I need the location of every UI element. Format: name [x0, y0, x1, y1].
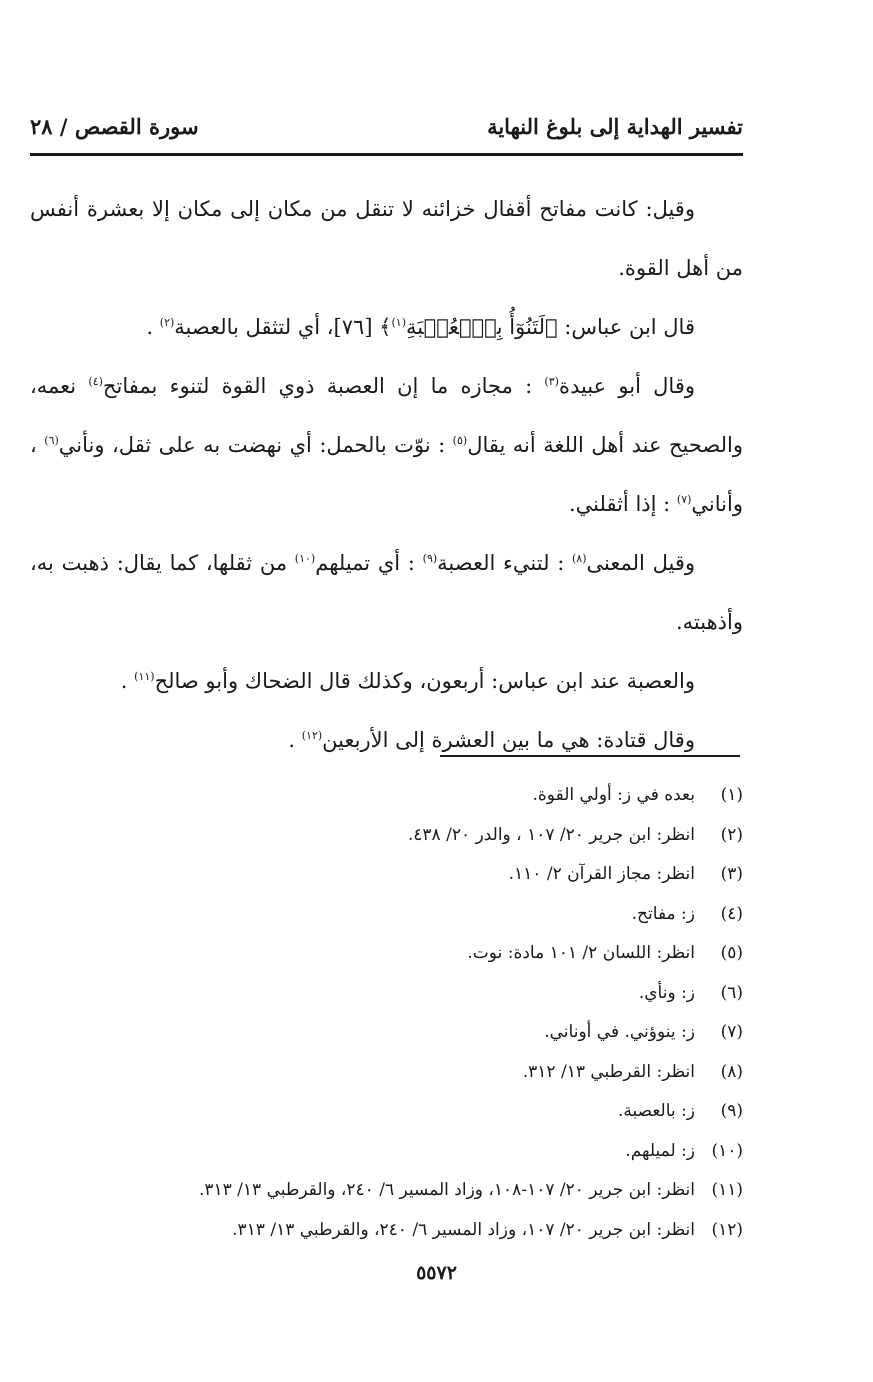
paragraph-2 — [30, 298, 743, 357]
text-run: : نوّت بالحمل: أي نهضت به على ثقل، ونأني — [58, 433, 453, 457]
running-header — [30, 108, 743, 148]
footnote-number: (٨) — [720, 1061, 743, 1082]
footnote-ref-10: (١٠) — [294, 552, 316, 565]
footnote-text: ز: بالعصبة. — [617, 1101, 695, 1121]
paragraph-1: وقيل: كانت مفاتح أقفال خزائنه لا تنقل من مكان إلى مكان إلا بعشرة أنفس من أهل القوة. — [30, 197, 743, 280]
footnote-number: (٤) — [720, 903, 743, 924]
paragraph-3 — [30, 357, 743, 534]
text-run: وقال أبو عبيدة — [558, 374, 696, 398]
text-run: : لتنيء العصبة — [437, 551, 572, 575]
footnote-5 — [30, 934, 743, 974]
text-run: ﴾ [٧٦]، أي لتثقل بالعصبة — [174, 315, 392, 339]
footnote-text: انظر: مجاز القرآن ٢/ ١١٠. — [508, 864, 695, 884]
footnote-number: (٢) — [720, 824, 743, 845]
footnote-ref-2: (٢) — [159, 316, 175, 329]
text-run: : مجازه ما إن العصبة ذوي القوة لتنوء بمفاتح — [102, 374, 545, 398]
footnote-text: انظر: ابن جرير ٢٠/ ١٠٧، وزاد المسير ٦/ ٢٤٠، والقرطبي ١٣/ ٣١٣. — [232, 1219, 695, 1240]
footnote-6 — [30, 974, 743, 1014]
footnote-ref-12: (١٢) — [301, 729, 323, 742]
text-run: ، وأناني — [30, 433, 743, 516]
footnote-text: ز: مفاتح. — [631, 903, 695, 924]
text-run: وقيل المعنى — [586, 551, 695, 575]
text-run: : أي تميلهم — [315, 551, 423, 575]
text-run: نعمه، والصحيح عند أهل اللغة أنه يقال — [30, 374, 744, 457]
footnote-12 — [30, 1211, 743, 1251]
footnote-number: (٦) — [720, 982, 743, 1003]
footnote-11 — [30, 1171, 743, 1211]
page-number: ٥٥٧٢ — [416, 1262, 457, 1284]
footnote-number: (٩) — [720, 1101, 743, 1121]
paragraph-5 — [30, 652, 743, 711]
text-run: : إذا أثقلني. — [569, 492, 677, 516]
main-text — [30, 180, 743, 770]
footnote-text: ز: لميلهم. — [625, 1140, 695, 1161]
footnote-number: (١٠) — [711, 1140, 743, 1161]
text-run: . — [120, 669, 135, 693]
paragraph-4 — [30, 534, 743, 652]
footnote-text: انظر: القرطبي ١٣/ ٣١٢. — [522, 1061, 695, 1082]
text-run: قال ابن عباس: ﴿لَتَنُوٓأُ بِٱلۡعُصۡبَةِ — [406, 315, 695, 339]
book-title: تفسير الهداية إلى بلوغ النهاية — [487, 114, 743, 139]
footnotes — [30, 776, 743, 1250]
footnote-text: انظر: اللسان ٢/ ١٠١ مادة: نوت. — [467, 943, 695, 963]
footnote-ref-8: (٨) — [572, 552, 587, 565]
footnote-number: (١) — [720, 785, 743, 805]
footnote-ref-9: (٩) — [422, 552, 438, 565]
footnote-ref-6: (٦) — [44, 434, 59, 447]
paragraph-6 — [30, 711, 743, 770]
footnote-text: ز: ونأي. — [638, 982, 695, 1003]
footnote-rule — [440, 755, 740, 757]
header-rule — [30, 153, 743, 156]
footnote-text: ز: ينوؤني. في أوناني. — [544, 1022, 695, 1042]
footnote-text: انظر: ابن جرير ٢٠/ ١٠٧-١٠٨، وزاد المسير ٦/ ٢٤٠، والقرطبي ١٣/ ٣١٣. — [198, 1180, 695, 1200]
text-run: من ثقلها، كما يقال: ذهبت به، وأذهبته. — [30, 551, 743, 634]
footnote-ref-11: (١١) — [134, 670, 155, 683]
footnote-number: (٧) — [720, 1022, 743, 1042]
footnote-3 — [30, 855, 743, 895]
footnote-7 — [30, 1013, 743, 1053]
footnote-10 — [30, 1132, 743, 1172]
footnote-2 — [30, 816, 743, 856]
footnote-ref-7: (٧) — [676, 493, 692, 506]
text-run: والعصبة عند ابن عباس: أربعون، وكذلك قال الضحاك وأبو صالح — [154, 669, 695, 693]
footnote-number: (٣) — [720, 864, 743, 884]
footnote-9 — [30, 1092, 743, 1132]
text-run: وقال قتادة: هي ما بين العشرة إلى الأربعين — [322, 728, 695, 752]
footnote-text: انظر: ابن جرير ٢٠/ ١٠٧ ، والدر ٢٠/ ٤٣٨. — [407, 824, 695, 845]
text-run: . — [146, 315, 160, 339]
footnote-ref-3: (٣) — [544, 375, 559, 388]
footnote-1 — [30, 776, 743, 816]
text-run: . — [288, 728, 302, 752]
footnote-number: (١٢) — [711, 1219, 743, 1240]
footnote-number: (١١) — [711, 1180, 743, 1200]
footnote-4 — [30, 895, 743, 935]
footnote-8 — [30, 1053, 743, 1093]
footnote-ref-1: (١) — [391, 316, 407, 329]
footnote-ref-4: (٤) — [88, 375, 103, 388]
footnote-text: بعده في ز: أولي القوة. — [532, 785, 695, 805]
footnote-number: (٥) — [720, 943, 743, 963]
footnote-ref-5: (٥) — [452, 434, 468, 447]
surah-label: سورة القصص / ٢٨ — [30, 114, 199, 139]
